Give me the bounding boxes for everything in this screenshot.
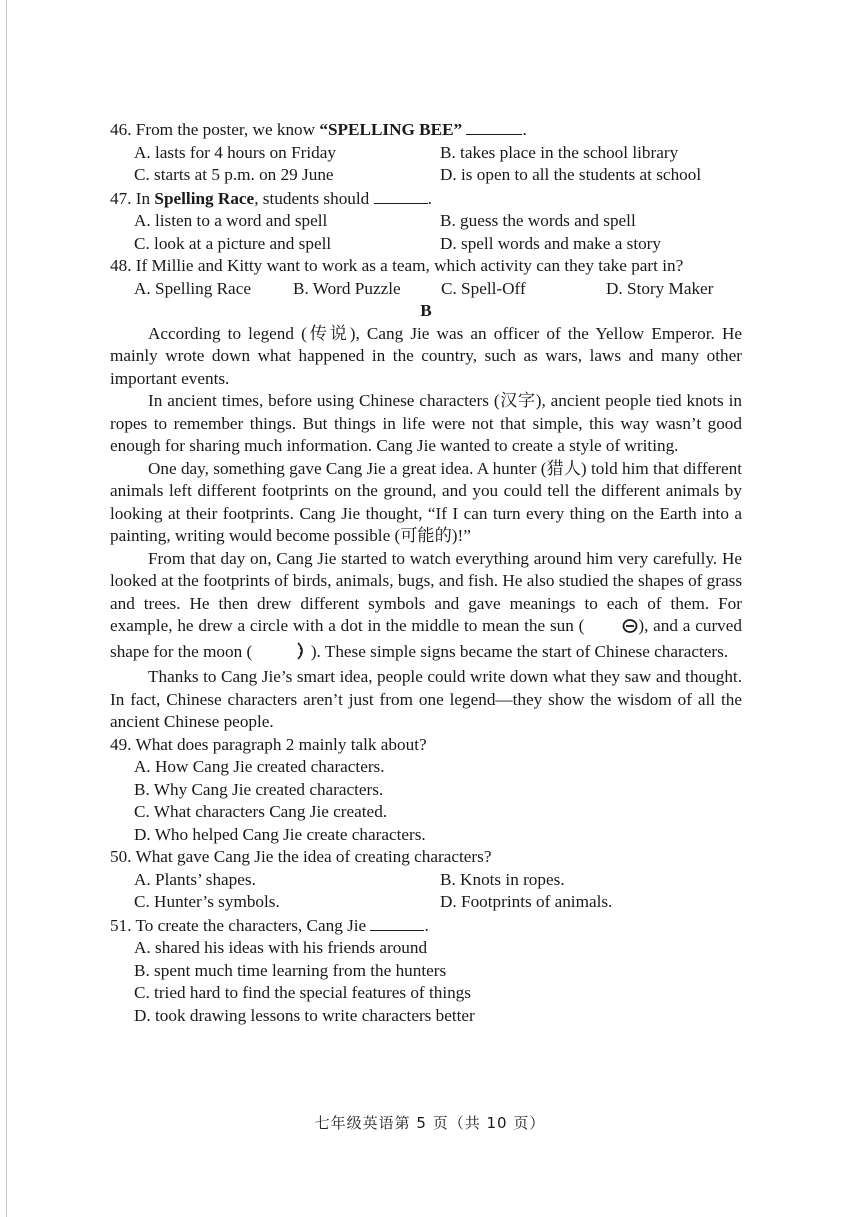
question-48: 48. If Millie and Kitty want to work as a team, which activity can they take part in? <box>110 256 684 275</box>
q51-stem: 51. To create the characters, Cang Jie <box>110 915 371 935</box>
passage-paragraph-4 <box>110 548 742 667</box>
question-47 <box>110 187 742 211</box>
answer-blank <box>466 118 522 135</box>
question-46 <box>110 118 742 142</box>
passage-paragraph-1: According to legend (传说), Cang Jie was an officer of the Yellow Emperor. He mainly wrote down what happened in the country, such as wars, laws and many other important events. <box>110 323 742 388</box>
q51-option-d: D. took drawing lessons to write characters better <box>134 1005 475 1025</box>
q46-stem-end: . <box>522 120 527 139</box>
q47-stem-post: , students should <box>254 188 374 208</box>
passage-paragraph-2: In ancient times, before using Chinese characters (汉字), ancient people tied knots in ropes to remember things. But things in life were not that simple, this way wasn’t good enough for sharing much information. Cang Jie wanted to create a style of writing. <box>110 391 742 455</box>
q46-option-a: A. lasts for 4 hours on Friday <box>134 142 336 162</box>
q47-stem-end: . <box>427 188 432 208</box>
q49-option-a: A. How Cang Jie created characters. <box>134 757 385 776</box>
passage-paragraph-4-part-a: From that day on, Cang Jie started to watch everything around him very carefully. He looked at the footprints of birds, animals, bugs, and fish. He also studied the shapes of grass and trees. He then drew different symbols and gave meanings to each of them. For example, he drew a circle with a dot in the middle to mean the sun ( <box>110 548 743 635</box>
q51-option-a: A. shared his ideas with his friends around <box>134 938 428 957</box>
q47-option-d: D. spell words and make a story <box>440 233 662 253</box>
q50-option-d: D. Footprints of animals. <box>440 892 613 911</box>
q48-option-c: C. Spell-Off <box>441 278 526 298</box>
q46-option-c: C. starts at 5 p.m. on 29 June <box>134 165 334 184</box>
moon-symbol-icon <box>257 642 307 667</box>
passage-paragraph-4-part-b: ), and a curved shape for the moon ( <box>110 616 742 661</box>
q49-option-d: D. Who helped Cang Jie create characters. <box>134 824 426 844</box>
q49-options <box>134 756 742 846</box>
question-49: 49. What does paragraph 2 mainly talk about? <box>110 734 427 754</box>
q48-option-a: A. Spelling Race <box>134 278 251 298</box>
passage-paragraph-3: One day, something gave Cang Jie a great idea. A hunter (猎人) told him that different animals left different footprints on the ground, and you could tell the different animals by looking at their footprints. Cang Jie thought, “If I can turn every thing on the Earth into a painting, writing would become possible (可能的)!” <box>110 458 742 545</box>
page-edge-line <box>6 0 7 1217</box>
q47-options <box>134 210 742 255</box>
answer-blank <box>374 187 428 204</box>
q47-option-b: B. guess the words and spell <box>440 211 636 230</box>
q49-option-b: B. Why Cang Jie created characters. <box>134 779 384 799</box>
page-footer: 七年级英语第 5 页（共 10 页） <box>314 1114 546 1132</box>
q51-stem-end: . <box>424 915 429 935</box>
answer-blank <box>370 914 424 931</box>
q46-stem-bold: “SPELLING BEE” <box>319 120 463 139</box>
question-51 <box>110 914 742 938</box>
q50-option-a: A. Plants’ shapes. <box>134 869 256 889</box>
q51-options <box>134 937 742 1027</box>
q47-option-c: C. look at a picture and spell <box>134 233 332 253</box>
q48-options <box>134 278 742 301</box>
sun-symbol-icon <box>584 618 638 641</box>
q47-stem-bold: Spelling Race <box>154 188 255 208</box>
q50-option-c: C. Hunter’s symbols. <box>134 892 280 911</box>
passage-paragraph-5: Thanks to Cang Jie’s smart idea, people could write down what they saw and thought. In fact, Chinese characters aren’t just from one legend—they show the wisdom of all the ancient Chinese people. <box>110 667 742 731</box>
q47-stem-pre: 47. In <box>110 188 155 208</box>
section-heading-b: B <box>420 301 432 320</box>
q46-option-d: D. is open to all the students at school <box>440 165 702 184</box>
exam-page <box>110 118 742 1027</box>
q46-option-b: B. takes place in the school library <box>440 142 679 162</box>
q49-option-c: C. What characters Cang Jie created. <box>134 802 388 821</box>
question-50: 50. What gave Cang Jie the idea of creating characters? <box>110 847 492 866</box>
q46-options <box>134 142 742 187</box>
q48-option-d: D. Story Maker <box>606 278 714 298</box>
q48-option-b: B. Word Puzzle <box>293 278 401 298</box>
q50-option-b: B. Knots in ropes. <box>440 869 565 889</box>
passage-paragraph-4-part-c: ). These simple signs became the start of Chinese characters. <box>306 641 729 661</box>
q46-stem: 46. From the poster, we know <box>110 120 320 139</box>
q51-option-b: B. spent much time learning from the hunters <box>134 960 447 980</box>
q47-option-a: A. listen to a word and spell <box>134 211 328 230</box>
q51-option-c: C. tried hard to find the special features of things <box>134 983 471 1002</box>
q50-options <box>134 869 742 914</box>
